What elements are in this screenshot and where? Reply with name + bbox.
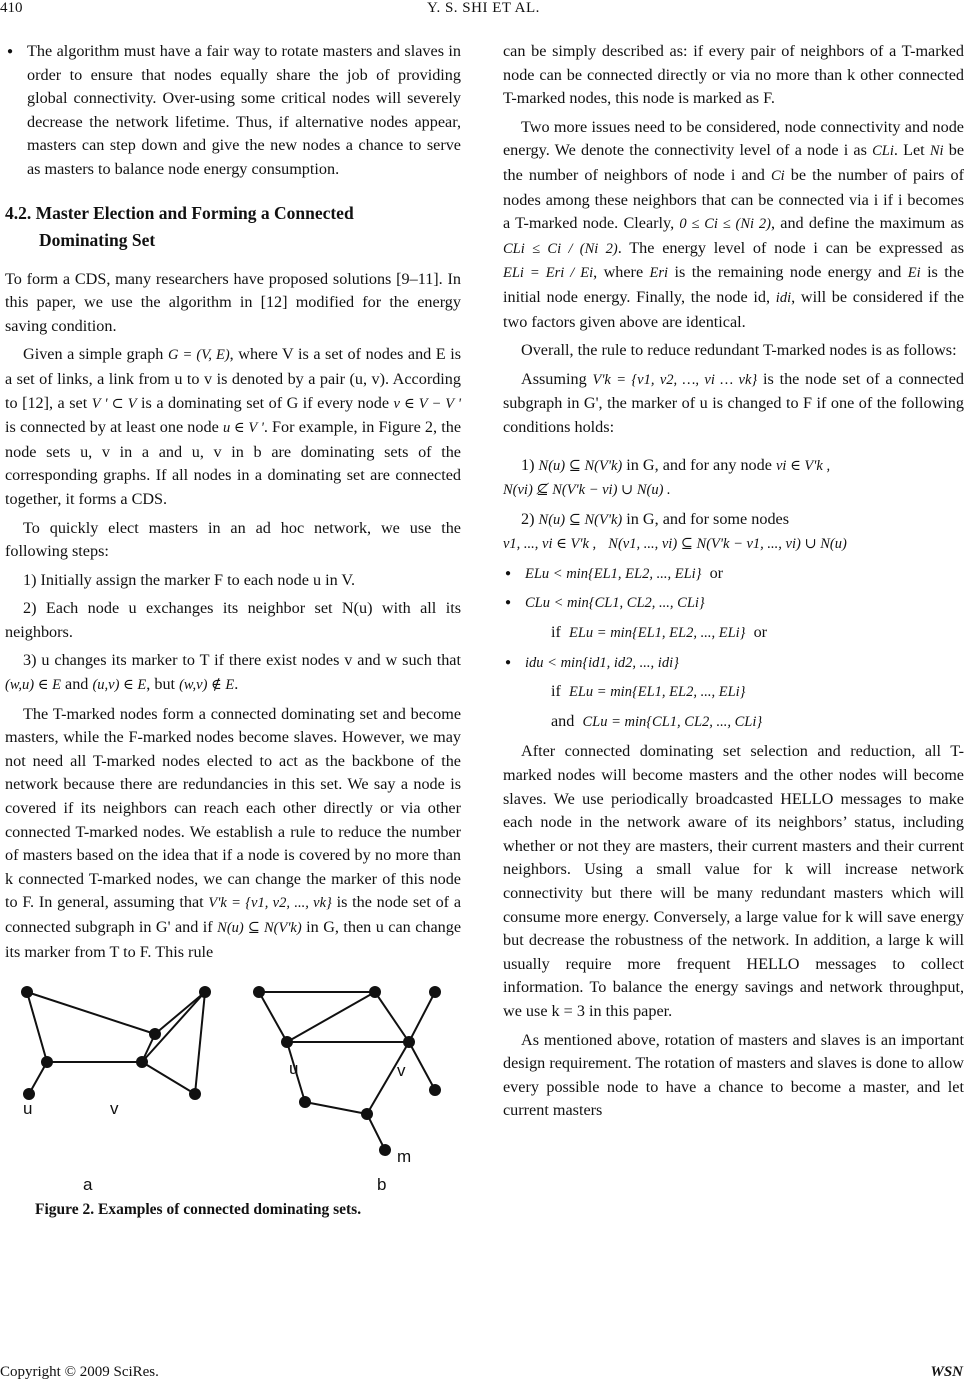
paragraph-steps-intro: To quickly elect masters in an ad hoc network, we use the following steps: [5,518,461,561]
running-header: Y. S. SHI ET AL. [427,0,540,16]
label-v-b: v [397,1061,406,1081]
label-m-b: m [397,1147,412,1167]
label-v-a: v [110,1099,119,1119]
bullet-paragraph: ● The algorithm must have a fair way to rotate masters and slaves in order to ensure that nodes equally share the job of providing global connectivity. Over-using some critical nodes will severely decrease the network lifetime. Thus, if alternative nodes appear, masters can step down and give the new nodes a chance to serve as masters to balance node energy consumption. [5,40,461,182]
bullet-id: ● idu < min{id1, id2, ..., idi} [503,651,964,676]
paragraph-cds-intro: To form a CDS, many researchers have proposed solutions [9–11]. In this paper, we use the algorithm in [12] modified for the energy saving condition. [5,269,461,335]
paragraph-after-selection: After connected dominating set selection and reduction, all T-marked nodes will become masters and the other nodes will become slaves. We use periodically broadcasted HELLO messages to make each node in the network aware of its neighbors’ status, including whether or not they are masters, their current masters and their current neighbors. Using a small value for k will increase network connectivity but there will be many redundant masters which will consume more energy. Conversely, a large value for k will save energy but decrease the robustness of the network. In addition, a large k will usually require more frequent HELLO messages to collect information. To balance the energy savings and network throughput, we use k = 3 in this paper. [503,742,964,1020]
condition-1: 1) N(u) ⊆ N(V'k) in G, and for any node vi ∈ V'k , N(vi) ⊈ N(V'k − vi) ∪ N(u) . [503,455,831,499]
bullet-connectivity-cond: if ELu = min{EL1, EL2, ..., ELi} or [551,623,768,642]
step-1: 1) Initially assign the marker F to each node u in V. [23,570,356,589]
bullet-energy: ● ELu < min{EL1, EL2, ..., ELi} or [503,562,964,587]
left-column [5,40,461,1227]
paragraph-t-marked: The T-marked nodes form a connected dominating set and become masters, while the F-marked nodes become slaves. However, we may not need all T-marked nodes elected to act as the backbone of the network because there are redundancies in this set. We say a node is covered if its neighbors can reach each other directly or via other connected T-marked nodes. We establish a rule to reduce the number of masters based on the idea that if a node is covered by no more than k connected T-marked nodes, we can change the marker of this node to F. In general, assuming that V'k = {v1, v2, ..., vk} is the node set of a connected subgraph in G' and if N(u) ⊆ N(V'k) in G, then u can change its marker from T to F. This rule [5,704,462,961]
figure-caption: Figure 2. Examples of connected dominating sets. [35,1201,362,1219]
section-heading: 4.2. Master Election and Forming a Connected Dominating Set [5,202,354,250]
paragraph-graph-def: Given a simple graph G = (V, E), where V is a set of nodes and E is a set of links, a link from u to v is denoted by a pair (u, v). According to [12], a set V ' ⊂ V is a dominating set of G if every node v ∈ V − V ' is connected by at least one node u ∈ V '. For example, in Figure 2, the node sets u, v in a and u, v in b are dominating sets of the corresponding graphs. If all nodes in a dominating set are connected together, it forms a CDS. [5,345,462,508]
copyright: Copyright © 2009 SciRes. [0,1364,159,1380]
figure-2-graphs [5,972,461,1192]
label-u-a: u [23,1099,33,1119]
paragraph-rotation: As mentioned above, rotation of masters and slaves is an important design requirement. The rotation of masters and slaves is done to allow every possible node to have a chance to become a master, and let current masters [503,1030,964,1120]
paragraph-assuming: Assuming V'k = {v1, v2, …, vi … vk} is the node set of a connected subgraph in G', the marker of u is changed to F if one of the following conditions holds: [503,369,965,436]
paragraph-rule-desc: can be simply described as: if every pair of neighbors of a T-marked node can be connected directly or via no more than k other connected T-marked nodes, this node is marked as F. [503,42,964,108]
bullet-id-cond-1: if ELu = min{EL1, EL2, ..., ELi} [551,682,746,701]
right-column [503,40,964,1128]
paragraph-rule-intro: Overall, the rule to reduce redundant T-marked nodes is as follows: [521,341,957,360]
label-u-b: u [289,1059,299,1079]
condition-2: 2) N(u) ⊆ N(V'k) in G, and for some nodes v1, ..., vi ∈ V'k , N(v1, ..., vi) ⊆ N(V'k − v1, ..., vi) ∪ N(u) [503,509,847,553]
bullet-connectivity: ● CLu < min{CL1, CL2, ..., CLi} [503,591,964,616]
page-number: 410 [0,0,23,16]
paragraph-connectivity-energy: Two more issues need to be considered, node connectivity and node energy. We denote the connectivity level of a node i as CLi. Let Ni be the number of neighbors of node i and Ci be the number of pairs of nodes among these neighbors that can be connected via i if i becomes a T-marked node. Clearly, 0 ≤ Ci ≤ (Ni 2), and define the maximum as CLi ≤ Ci / (Ni 2). The energy level of node i can be expressed as ELi = Eri / Ei, where Eri is the remaining node energy and Ei is the initial node energy. Finally, the node id, idi, will be considered if the two factors given above are identical. [503,117,965,331]
journal-name: WSN [930,1364,963,1380]
bullet-id-cond-2: and CLu = min{CL1, CL2, ..., CLi} [551,711,763,730]
label-subfigure-a: a [83,1175,93,1193]
figure-2 [5,972,461,1192]
step-2: 2) Each node u exchanges its neighbor set N(u) with all its neighbors. [5,599,461,641]
label-subfigure-b: b [377,1175,387,1193]
step-3: 3) u changes its marker to T if there exist nodes v and w such that (w,u) ∈ E and (u,v) ∈ E, but (w,v) ∉ E. [5,651,461,694]
